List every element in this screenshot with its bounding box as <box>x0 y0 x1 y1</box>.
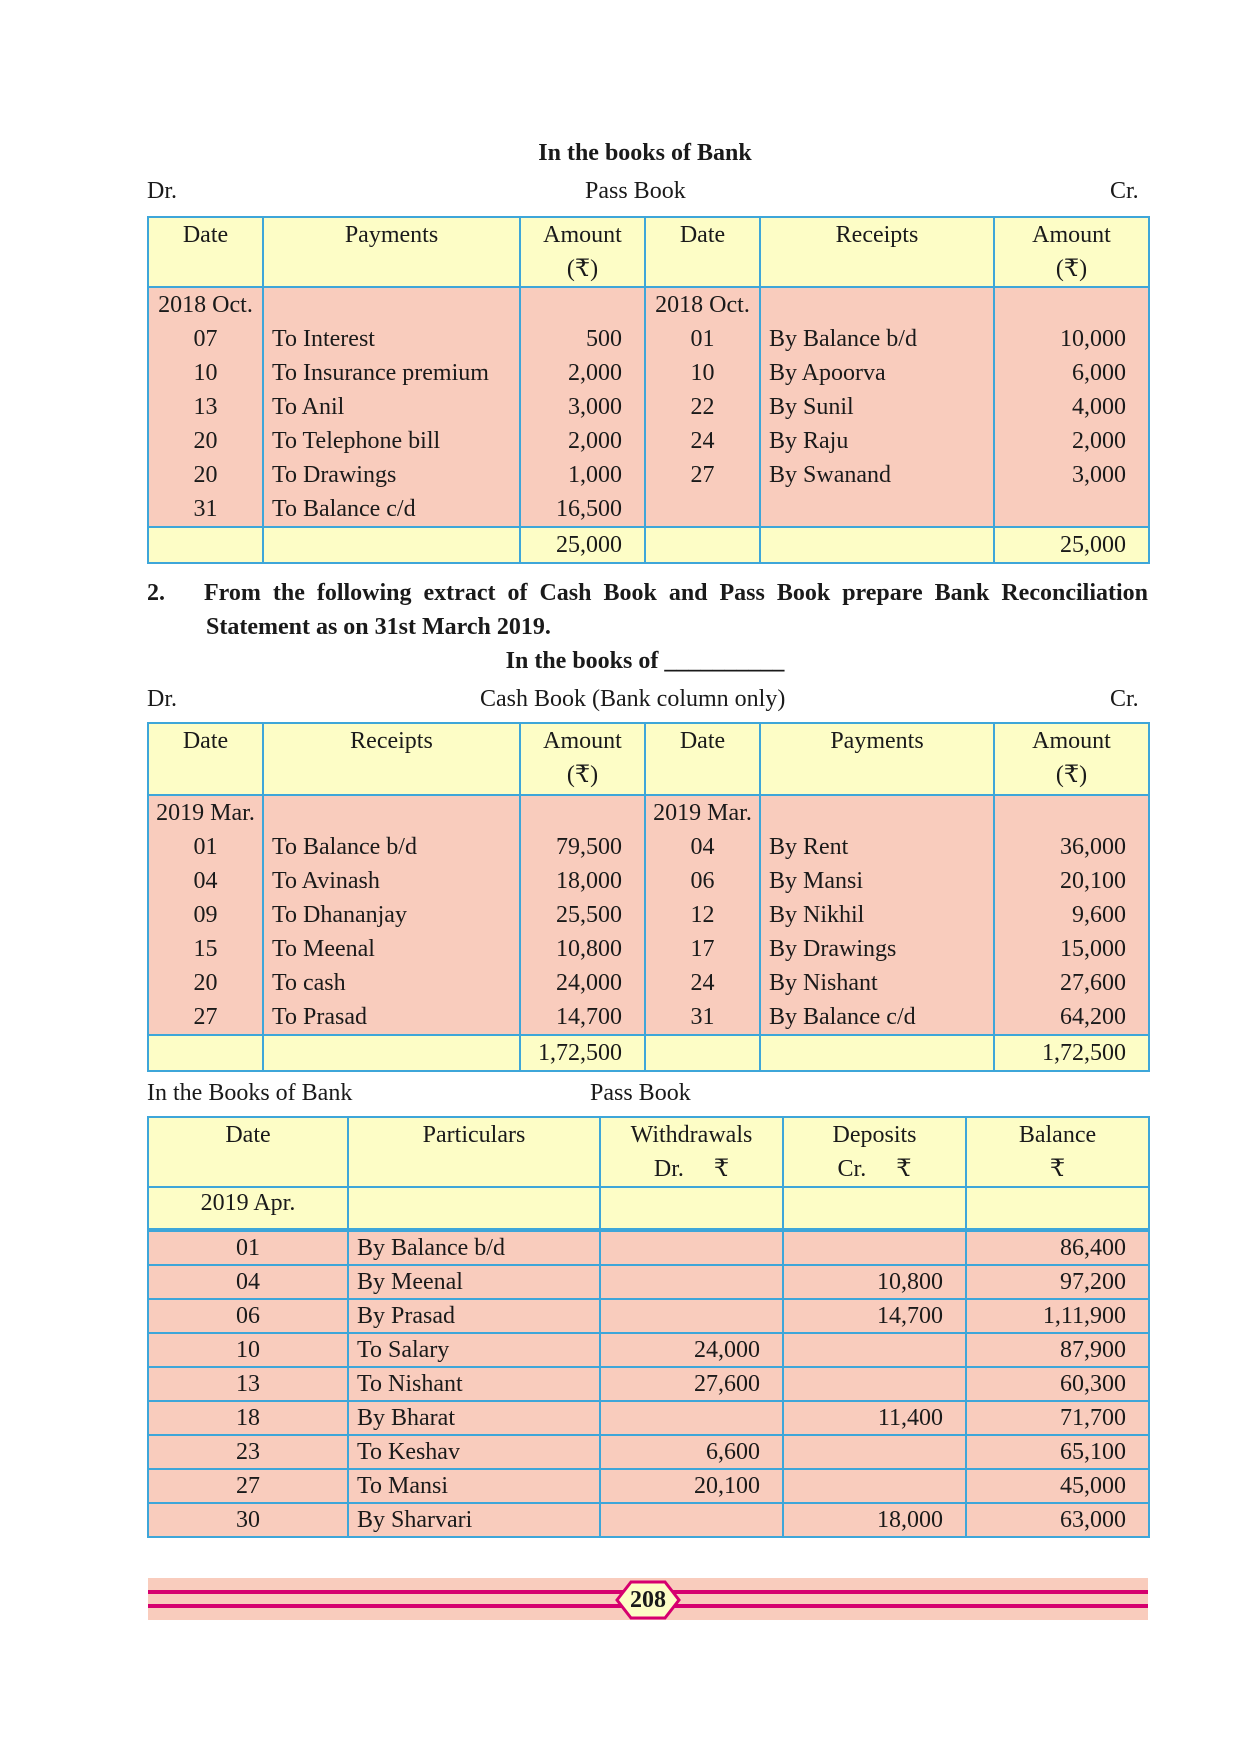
header-balance: Balance ₹ <box>966 1117 1149 1187</box>
date-cell: 04 <box>193 868 218 894</box>
amount-cell: 500 <box>586 326 622 352</box>
deposit-cell <box>783 1367 966 1401</box>
date-cell: 30 <box>148 1503 348 1537</box>
left-particulars-column <box>263 287 520 527</box>
withdrawal-cell <box>600 1299 783 1333</box>
particular-cell: To Salary <box>348 1333 600 1367</box>
balance-cell: 87,900 <box>966 1333 1149 1367</box>
question-line-2: Statement as on 31st March 2019. <box>206 614 551 640</box>
balance-cell: 97,200 <box>966 1265 1149 1299</box>
particular-cell: By Prasad <box>348 1299 600 1333</box>
amount-cell: 9,600 <box>1072 902 1126 928</box>
header-date-right: Date <box>645 217 760 287</box>
year-label: 2018 Oct. <box>158 292 253 318</box>
date-cell: 10 <box>193 360 218 386</box>
table-row <box>148 1503 1149 1537</box>
particular-cell: By Balance b/d <box>769 326 917 352</box>
table3-label-left: In the Books of Bank <box>147 1080 353 1106</box>
table-total-row <box>148 1035 1149 1071</box>
table3-title: Pass Book <box>590 1080 691 1106</box>
particular-cell: To Balance b/d <box>272 834 417 860</box>
date-cell: 27 <box>690 462 715 488</box>
amount-cell: 16,500 <box>556 496 622 522</box>
header-date-left: Date <box>148 217 263 287</box>
year-label: 2019 Mar. <box>156 800 255 826</box>
particular-cell: To Drawings <box>272 462 397 488</box>
particular-cell: By Swanand <box>769 462 891 488</box>
header-withdrawals: Withdrawals Dr. ₹ <box>600 1117 783 1187</box>
date-cell: 24 <box>690 970 715 996</box>
date-cell: 15 <box>193 936 218 962</box>
pass-book-table-apr-2019 <box>147 1116 1150 1230</box>
amount-cell: 64,200 <box>1060 1004 1126 1030</box>
table-body-row <box>148 795 1149 1035</box>
particular-cell: To Dhananjay <box>272 902 407 928</box>
left-date-column <box>148 287 263 527</box>
particular-cell: By Nikhil <box>769 902 865 928</box>
header-receipts: Receipts <box>760 217 994 287</box>
right-date-column <box>645 287 760 527</box>
date-cell: 04 <box>690 834 715 860</box>
withdrawal-cell: 6,600 <box>600 1435 783 1469</box>
date-cell: 06 <box>690 868 715 894</box>
header-date-right: Date <box>645 723 760 795</box>
table2-dr-label: Dr. <box>147 686 177 712</box>
deposit-cell: 14,700 <box>783 1299 966 1333</box>
date-cell: 31 <box>690 1004 715 1030</box>
particular-cell: By Raju <box>769 428 849 454</box>
date-cell: 01 <box>193 834 218 860</box>
amount-cell: 27,600 <box>1060 970 1126 996</box>
particular-cell: To Balance c/d <box>272 496 416 522</box>
particular-cell: To Mansi <box>348 1469 600 1503</box>
particular-cell: To Interest <box>272 326 375 352</box>
date-cell: 22 <box>690 394 715 420</box>
table-header-row <box>148 217 1149 287</box>
particular-cell: To Avinash <box>272 868 380 894</box>
withdrawal-cell: 27,600 <box>600 1367 783 1401</box>
date-cell: 13 <box>148 1367 348 1401</box>
table1-dr-label: Dr. <box>147 178 177 204</box>
balance-cell: 45,000 <box>966 1469 1149 1503</box>
total-right: 25,000 <box>994 527 1149 563</box>
particular-cell: By Drawings <box>769 936 897 962</box>
table1-title: Pass Book <box>585 178 686 204</box>
cash-book-table-mar-2019 <box>147 722 1150 1072</box>
date-cell: 27 <box>193 1004 218 1030</box>
header-amount-right: Amount (₹) <box>994 723 1149 795</box>
left-date-column <box>148 795 263 1035</box>
amount-cell: 4,000 <box>1072 394 1126 420</box>
amount-cell: 20,100 <box>1060 868 1126 894</box>
withdrawal-cell: 20,100 <box>600 1469 783 1503</box>
particular-cell: To cash <box>272 970 346 996</box>
withdrawal-cell <box>600 1401 783 1435</box>
year-label: 2018 Oct. <box>655 292 750 318</box>
date-cell: 06 <box>148 1299 348 1333</box>
amount-cell: 36,000 <box>1060 834 1126 860</box>
year-label: 2019 Mar. <box>653 800 752 826</box>
particular-cell: By Balance b/d <box>348 1231 600 1265</box>
withdrawal-cell <box>600 1265 783 1299</box>
date-cell: 10 <box>690 360 715 386</box>
date-cell: 01 <box>690 326 715 352</box>
particular-cell: By Apoorva <box>769 360 886 386</box>
particular-cell: By Rent <box>769 834 849 860</box>
amount-cell: 15,000 <box>1060 936 1126 962</box>
date-cell: 20 <box>193 970 218 996</box>
table-row <box>148 1469 1149 1503</box>
question-line-1: From the following extract of Cash Book and Pass Book prepare Bank Reconciliation <box>204 580 1148 606</box>
balance-cell: 86,400 <box>966 1231 1149 1265</box>
particular-cell: To Anil <box>272 394 345 420</box>
header-amount-right: Amount (₹) <box>994 217 1149 287</box>
amount-cell: 2,000 <box>1072 428 1126 454</box>
balance-cell: 65,100 <box>966 1435 1149 1469</box>
table-row <box>148 1231 1149 1265</box>
table-row <box>148 1333 1149 1367</box>
deposit-cell <box>783 1469 966 1503</box>
amount-cell: 25,500 <box>556 902 622 928</box>
particular-cell: To Keshav <box>348 1435 600 1469</box>
header-date-left: Date <box>148 723 263 795</box>
date-cell: 12 <box>690 902 715 928</box>
year-label: 2019 Apr. <box>148 1187 348 1229</box>
page-number: 208 <box>630 1587 666 1613</box>
table2-title: Cash Book (Bank column only) <box>480 686 786 712</box>
date-cell: 31 <box>193 496 218 522</box>
question-number: 2. <box>147 580 165 606</box>
date-cell: 24 <box>690 428 715 454</box>
date-cell: 27 <box>148 1469 348 1503</box>
particular-cell: By Sharvari <box>348 1503 600 1537</box>
table-header-row <box>148 723 1149 795</box>
right-particulars-column <box>760 287 994 527</box>
particular-cell: To Telephone bill <box>272 428 441 454</box>
particular-cell: To Insurance premium <box>272 360 489 386</box>
table1-cr-label: Cr. <box>1110 178 1139 204</box>
table2-cr-label: Cr. <box>1110 686 1139 712</box>
date-cell: 04 <box>148 1265 348 1299</box>
table-header-row <box>148 1117 1149 1187</box>
particular-cell: By Sunil <box>769 394 854 420</box>
date-cell: 07 <box>193 326 218 352</box>
deposit-cell <box>783 1435 966 1469</box>
particular-cell: By Mansi <box>769 868 864 894</box>
right-date-column <box>645 795 760 1035</box>
date-cell: 20 <box>193 428 218 454</box>
particular-cell: By Meenal <box>348 1265 600 1299</box>
deposit-cell: 11,400 <box>783 1401 966 1435</box>
table2-heading: In the books of __________ <box>505 648 785 674</box>
table-row <box>148 1299 1149 1333</box>
date-cell: 01 <box>148 1231 348 1265</box>
amount-cell: 14,700 <box>556 1004 622 1030</box>
withdrawal-cell: 24,000 <box>600 1333 783 1367</box>
amount-cell: 24,000 <box>556 970 622 996</box>
deposit-cell <box>783 1333 966 1367</box>
left-amount-column <box>520 287 645 527</box>
header-amount-left: Amount (₹) <box>520 723 645 795</box>
total-left: 25,000 <box>520 527 645 563</box>
header-receipts: Receipts <box>263 723 520 795</box>
particular-cell: By Bharat <box>348 1401 600 1435</box>
balance-cell: 63,000 <box>966 1503 1149 1537</box>
amount-cell: 3,000 <box>568 394 622 420</box>
deposit-cell: 18,000 <box>783 1503 966 1537</box>
date-cell: 17 <box>690 936 715 962</box>
header-particulars: Particulars <box>348 1117 600 1187</box>
date-cell: 23 <box>148 1435 348 1469</box>
header-payments: Payments <box>760 723 994 795</box>
date-cell: 20 <box>193 462 218 488</box>
pass-book-entries-apr-2019 <box>147 1230 1150 1538</box>
amount-cell: 6,000 <box>1072 360 1126 386</box>
date-cell: 18 <box>148 1401 348 1435</box>
total-right: 1,72,500 <box>994 1035 1149 1071</box>
amount-cell: 10,800 <box>556 936 622 962</box>
table-total-row <box>148 527 1149 563</box>
left-amount-column <box>520 795 645 1035</box>
amount-cell: 2,000 <box>568 428 622 454</box>
withdrawal-cell <box>600 1231 783 1265</box>
table-row <box>148 1367 1149 1401</box>
amount-cell: 79,500 <box>556 834 622 860</box>
particular-cell: By Balance c/d <box>769 1004 916 1030</box>
date-cell: 13 <box>193 394 218 420</box>
balance-cell: 71,700 <box>966 1401 1149 1435</box>
amount-cell: 2,000 <box>568 360 622 386</box>
header-amount-left: Amount (₹) <box>520 217 645 287</box>
table1-heading: In the books of Bank <box>538 140 752 166</box>
pass-book-table-oct-2018 <box>147 216 1150 564</box>
particular-cell: By Nishant <box>769 970 878 996</box>
header-date: Date <box>148 1117 348 1187</box>
amount-cell: 10,000 <box>1060 326 1126 352</box>
balance-cell: 60,300 <box>966 1367 1149 1401</box>
left-particulars-column <box>263 795 520 1035</box>
withdrawal-cell <box>600 1503 783 1537</box>
date-cell: 09 <box>193 902 218 928</box>
header-deposits: Deposits Cr. ₹ <box>783 1117 966 1187</box>
particular-cell: To Nishant <box>348 1367 600 1401</box>
total-left: 1,72,500 <box>520 1035 645 1071</box>
table-row <box>148 1265 1149 1299</box>
table-row <box>148 1401 1149 1435</box>
table-row <box>148 1435 1149 1469</box>
right-particulars-column <box>760 795 994 1035</box>
particular-cell: To Meenal <box>272 936 375 962</box>
right-amount-column <box>994 287 1149 527</box>
header-payments: Payments <box>263 217 520 287</box>
deposit-cell: 10,800 <box>783 1265 966 1299</box>
table-body-row <box>148 287 1149 527</box>
right-amount-column <box>994 795 1149 1035</box>
amount-cell: 18,000 <box>556 868 622 894</box>
amount-cell: 3,000 <box>1072 462 1126 488</box>
amount-cell: 1,000 <box>568 462 622 488</box>
deposit-cell <box>783 1231 966 1265</box>
particular-cell: To Prasad <box>272 1004 367 1030</box>
balance-cell: 1,11,900 <box>966 1299 1149 1333</box>
year-row <box>148 1187 1149 1229</box>
date-cell: 10 <box>148 1333 348 1367</box>
